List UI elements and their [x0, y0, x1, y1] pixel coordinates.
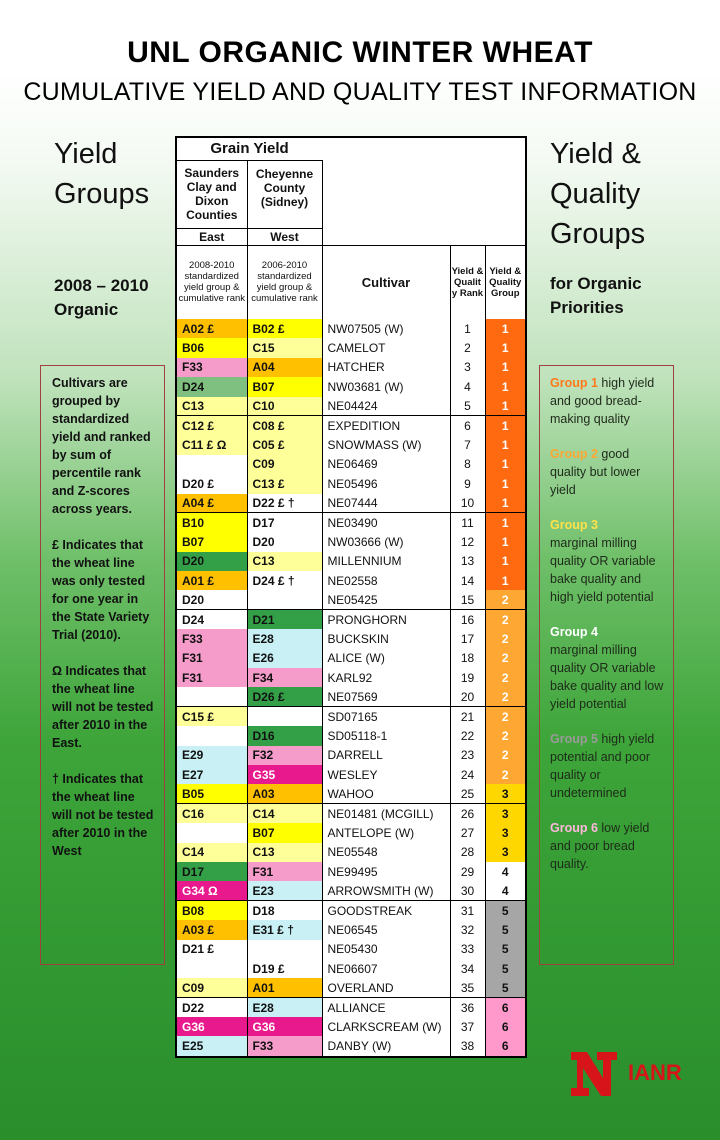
group-cell: 2	[485, 668, 525, 687]
rank-cell: 2	[450, 338, 485, 357]
table-row	[177, 1017, 525, 1036]
group-cell: 1	[485, 571, 525, 590]
note-pound: £ Indicates that the wheat line was only tested for one year in the State Variety Trial (2010).	[52, 538, 150, 642]
west-cell: D26 £	[247, 687, 322, 706]
west-cell: E26	[247, 649, 322, 668]
rank-cell: 19	[450, 668, 485, 687]
cultivar-header: Cultivar	[322, 245, 450, 319]
group5-label: Group 5	[550, 732, 598, 746]
west-cell: C05 £	[247, 435, 322, 454]
rank-cell: 17	[450, 629, 485, 648]
table-row	[177, 338, 525, 357]
east-cell: A04 £	[177, 494, 247, 513]
group-cell: 5	[485, 978, 525, 997]
east-cell: C09	[177, 978, 247, 997]
table-row	[177, 435, 525, 454]
table-row	[177, 862, 525, 881]
rank-cell: 5	[450, 397, 485, 416]
group2-desc: good quality but lower yield	[550, 447, 641, 497]
group1-note	[550, 374, 665, 428]
west-cell: A04	[247, 358, 322, 377]
rank-cell: 35	[450, 978, 485, 997]
rank-cell: 12	[450, 532, 485, 551]
east-cell: D17	[177, 862, 247, 881]
east-cell: B10	[177, 513, 247, 532]
table-row	[177, 629, 525, 648]
west-cell: C13	[247, 552, 322, 571]
west-cell: C10	[247, 397, 322, 416]
page-title: UNL ORGANIC WINTER WHEAT	[127, 36, 593, 69]
west-location-header: Cheyenne County (Sidney)	[255, 166, 314, 209]
table-row	[177, 920, 525, 939]
cultivar-cell: NE05496	[322, 474, 450, 493]
header-blank-2	[322, 160, 525, 228]
table-row	[177, 668, 525, 687]
table-row	[177, 940, 525, 959]
rank-cell: 16	[450, 610, 485, 629]
cultivar-cell: NE06545	[322, 920, 450, 939]
rank-header: Yield & Qualit y Rank	[450, 245, 485, 319]
east-cell: A03 £	[177, 920, 247, 939]
rank-cell: 1	[450, 319, 485, 338]
east-cell: G36	[177, 1017, 247, 1036]
east-cell	[177, 959, 247, 978]
left-sub-line1: 2008 – 2010	[54, 276, 149, 295]
rank-cell: 37	[450, 1017, 485, 1036]
east-cell	[177, 455, 247, 474]
group-header: Yield & Quality Group	[485, 245, 525, 319]
west-cell: D21	[247, 610, 322, 629]
group3-label: Group 3	[550, 518, 598, 532]
left-heading-line2: Groups	[54, 178, 150, 210]
cultivar-cell: NE03490	[322, 513, 450, 532]
group-cell: 2	[485, 629, 525, 648]
east-cell: E29	[177, 746, 247, 765]
group6-desc: low yield and poor bread quality.	[550, 821, 650, 871]
rank-cell: 10	[450, 494, 485, 513]
table-row	[177, 416, 525, 435]
group-cell: 3	[485, 804, 525, 823]
group-cell: 1	[485, 435, 525, 454]
cultivar-cell: NW03681 (W)	[322, 377, 450, 396]
rank-cell: 30	[450, 881, 485, 900]
rank-cell: 13	[450, 552, 485, 571]
east-cell	[177, 687, 247, 706]
east-cell: C16	[177, 804, 247, 823]
rank-cell: 22	[450, 726, 485, 745]
west-cell	[247, 940, 322, 959]
east-cell: E27	[177, 765, 247, 784]
east-cell: F31	[177, 668, 247, 687]
group-cell: 2	[485, 590, 525, 609]
group1-desc: high yield and good bread-making quality	[550, 376, 655, 426]
cultivar-cell: NE06607	[322, 959, 450, 978]
group3-desc: marginal milling quality OR variable bake quality and high yield potential	[550, 536, 656, 604]
cultivar-cell: SD07165	[322, 707, 450, 726]
west-desc-header: 2006-2010 standardized yield group & cumulative rank	[247, 245, 322, 319]
west-cell: D19 £	[247, 959, 322, 978]
cultivar-cell: NE04424	[322, 397, 450, 416]
group5-note	[550, 730, 665, 802]
right-notes-box	[539, 365, 674, 965]
group4-note	[550, 623, 665, 713]
cultivar-cell: ALLIANCE	[322, 998, 450, 1017]
rank-cell: 11	[450, 513, 485, 532]
group-cell: 6	[485, 1036, 525, 1055]
rank-cell: 28	[450, 843, 485, 862]
left-heading	[54, 134, 149, 214]
rank-cell: 20	[450, 687, 485, 706]
rank-cell: 29	[450, 862, 485, 881]
group-cell: 5	[485, 959, 525, 978]
grain-yield-header: Grain Yield	[177, 138, 322, 160]
group-cell: 5	[485, 901, 525, 920]
group-cell: 1	[485, 513, 525, 532]
west-cell: C13	[247, 843, 322, 862]
east-cell: F33	[177, 358, 247, 377]
header-blank-3	[322, 228, 525, 245]
group-cell: 1	[485, 474, 525, 493]
cultivar-cell: GOODSTREAK	[322, 901, 450, 920]
east-cell: C12 £	[177, 416, 247, 435]
east-cell	[177, 726, 247, 745]
group4-desc: marginal milling quality OR variable bake quality and low yield potential	[550, 643, 664, 711]
cultivar-cell: CAMELOT	[322, 338, 450, 357]
cultivar-cell: NE05548	[322, 843, 450, 862]
group2-label: Group 2	[550, 447, 598, 461]
east-cell: C15 £	[177, 707, 247, 726]
west-cell: B07	[247, 377, 322, 396]
cultivar-cell: DANBY (W)	[322, 1036, 450, 1055]
east-cell: C13	[177, 397, 247, 416]
west-cell: D20	[247, 532, 322, 551]
cultivar-cell: SNOWMASS (W)	[322, 435, 450, 454]
table-row	[177, 494, 525, 513]
table-row	[177, 474, 525, 493]
rank-cell: 3	[450, 358, 485, 377]
west-cell: B07	[247, 823, 322, 842]
group-cell: 1	[485, 552, 525, 571]
rank-cell: 8	[450, 455, 485, 474]
east-cell: B06	[177, 338, 247, 357]
group-cell: 5	[485, 940, 525, 959]
group-cell: 1	[485, 455, 525, 474]
table-row	[177, 377, 525, 396]
group1-label: Group 1	[550, 376, 598, 390]
table-row	[177, 978, 525, 997]
west-cell: E23	[247, 881, 322, 900]
group-cell: 4	[485, 862, 525, 881]
group-cell: 5	[485, 920, 525, 939]
table-row	[177, 687, 525, 706]
east-cell: A01 £	[177, 571, 247, 590]
group-cell: 3	[485, 784, 525, 803]
west-cell: C14	[247, 804, 322, 823]
yield-table	[175, 136, 527, 1058]
cultivar-cell: EXPEDITION	[322, 416, 450, 435]
group-cell: 1	[485, 377, 525, 396]
west-cell: A03	[247, 784, 322, 803]
table-row	[177, 765, 525, 784]
cultivar-cell: NE99495	[322, 862, 450, 881]
table-row	[177, 959, 525, 978]
east-cell: D20	[177, 590, 247, 609]
group-cell: 2	[485, 765, 525, 784]
rank-cell: 33	[450, 940, 485, 959]
note-omega: Ω Indicates that the wheat line will not be tested after 2010 in the East.	[52, 664, 154, 750]
table-row	[177, 784, 525, 803]
right-heading-line2: Quality	[550, 178, 641, 210]
table-row	[177, 513, 525, 532]
east-cell: D20 £	[177, 474, 247, 493]
west-cell: D18	[247, 901, 322, 920]
east-cell: B08	[177, 901, 247, 920]
cultivar-cell: NE05425	[322, 590, 450, 609]
west-cell: C08 £	[247, 416, 322, 435]
west-cell: D24 £ †	[247, 571, 322, 590]
west-cell: D16	[247, 726, 322, 745]
table-row	[177, 319, 525, 338]
cultivar-cell: NE07569	[322, 687, 450, 706]
page-subtitle: CUMULATIVE YIELD AND QUALITY TEST INFORMATION	[23, 78, 697, 106]
east-cell: F31	[177, 649, 247, 668]
west-cell: F31	[247, 862, 322, 881]
cultivar-cell: NE02558	[322, 571, 450, 590]
table-row	[177, 746, 525, 765]
left-heading-line1: Yield	[54, 138, 118, 170]
east-cell: G34 Ω	[177, 881, 247, 900]
cultivar-cell: NW07505 (W)	[322, 319, 450, 338]
right-heading-line1: Yield &	[550, 138, 641, 170]
west-cell: G35	[247, 765, 322, 784]
east-cell: F33	[177, 629, 247, 648]
west-cell: C15	[247, 338, 322, 357]
cultivar-cell: OVERLAND	[322, 978, 450, 997]
rank-cell: 23	[450, 746, 485, 765]
ianr-logo-text: IANR	[628, 1060, 682, 1085]
west-cell: C09	[247, 455, 322, 474]
table-row	[177, 823, 525, 842]
rank-cell: 15	[450, 590, 485, 609]
table-row	[177, 590, 525, 609]
west-cell: C13 £	[247, 474, 322, 493]
left-sub-line2: Organic	[54, 300, 119, 319]
west-header: West	[247, 228, 322, 245]
east-header: East	[177, 228, 247, 245]
east-location-header: Saunders Clay and Dixon Counties	[177, 160, 247, 228]
cultivar-cell: NE01481 (MCGILL)	[322, 804, 450, 823]
rank-cell: 18	[450, 649, 485, 668]
cultivar-cell: NE06469	[322, 455, 450, 474]
rank-cell: 25	[450, 784, 485, 803]
west-cell: D22 £ †	[247, 494, 322, 513]
group-cell: 1	[485, 397, 525, 416]
rank-cell: 6	[450, 416, 485, 435]
table-row	[177, 571, 525, 590]
table-row	[177, 532, 525, 551]
group-cell: 3	[485, 843, 525, 862]
rank-cell: 7	[450, 435, 485, 454]
east-cell: B05	[177, 784, 247, 803]
rank-cell: 31	[450, 901, 485, 920]
cultivar-cell: KARL92	[322, 668, 450, 687]
rank-cell: 26	[450, 804, 485, 823]
west-cell: G36	[247, 1017, 322, 1036]
group6-note	[550, 819, 665, 873]
table-row	[177, 804, 525, 823]
east-cell: D21 £	[177, 940, 247, 959]
cultivar-cell: SD05118-1	[322, 726, 450, 745]
west-cell	[247, 590, 322, 609]
rank-cell: 14	[450, 571, 485, 590]
east-cell: D20	[177, 552, 247, 571]
table-row	[177, 726, 525, 745]
rank-cell: 4	[450, 377, 485, 396]
cultivar-cell: HATCHER	[322, 358, 450, 377]
east-cell: C14	[177, 843, 247, 862]
east-cell: B07	[177, 532, 247, 551]
east-cell: A02 £	[177, 319, 247, 338]
rank-cell: 34	[450, 959, 485, 978]
cultivar-cell: WAHOO	[322, 784, 450, 803]
group-cell: 6	[485, 998, 525, 1017]
cultivar-cell: MILLENNIUM	[322, 552, 450, 571]
cultivar-cell: DARRELL	[322, 746, 450, 765]
note-grouping: Cultivars are grouped by standardized yield and ranked by sum of percentile rank and Z-scores across years.	[52, 376, 151, 516]
table-row	[177, 610, 525, 629]
cultivar-cell: CLARKSCREAM (W)	[322, 1017, 450, 1036]
group-cell: 4	[485, 881, 525, 900]
rank-cell: 38	[450, 1036, 485, 1055]
right-heading-line3: Groups	[550, 218, 646, 250]
west-cell: E28	[247, 629, 322, 648]
right-subheading	[550, 272, 642, 320]
group6-label: Group 6	[550, 821, 598, 835]
west-cell: F34	[247, 668, 322, 687]
left-subheading	[54, 274, 149, 322]
east-cell: D22	[177, 998, 247, 1017]
group-cell: 1	[485, 532, 525, 551]
note-dagger: † Indicates that the wheat line will not be tested after 2010 in the West	[52, 772, 154, 858]
table-row	[177, 707, 525, 726]
group-cell: 2	[485, 610, 525, 629]
group-cell: 2	[485, 687, 525, 706]
table-row	[177, 998, 525, 1017]
rank-cell: 36	[450, 998, 485, 1017]
east-cell: D24	[177, 377, 247, 396]
west-cell: A01	[247, 978, 322, 997]
east-cell: D24	[177, 610, 247, 629]
cultivar-cell: ARROWSMITH (W)	[322, 881, 450, 900]
group-cell: 2	[485, 649, 525, 668]
cultivar-cell: BUCKSKIN	[322, 629, 450, 648]
east-cell: E25	[177, 1036, 247, 1055]
west-cell: D17	[247, 513, 322, 532]
cultivar-cell: NE07444	[322, 494, 450, 513]
cultivar-cell: NW03666 (W)	[322, 532, 450, 551]
west-cell: B02 £	[247, 319, 322, 338]
group3-note	[550, 516, 665, 606]
west-cell: F32	[247, 746, 322, 765]
table-row	[177, 901, 525, 920]
west-cell: E31 £ †	[247, 920, 322, 939]
group-cell: 1	[485, 319, 525, 338]
table-row	[177, 649, 525, 668]
cultivar-cell: NE05430	[322, 940, 450, 959]
table-row	[177, 881, 525, 900]
group-cell: 1	[485, 358, 525, 377]
west-cell	[247, 707, 322, 726]
east-cell	[177, 823, 247, 842]
cultivar-cell: ANTELOPE (W)	[322, 823, 450, 842]
table-row	[177, 397, 525, 416]
group-cell: 2	[485, 726, 525, 745]
table-body	[177, 319, 525, 1056]
east-cell: C11 £ Ω	[177, 435, 247, 454]
group5-desc: high yield potential and poor quality or undetermined	[550, 732, 655, 800]
group-cell: 3	[485, 823, 525, 842]
right-sub-line1: for Organic	[550, 274, 642, 293]
group2-note	[550, 445, 665, 499]
rank-cell: 24	[450, 765, 485, 784]
cultivar-cell: WESLEY	[322, 765, 450, 784]
cultivar-cell: PRONGHORN	[322, 610, 450, 629]
yield-table-grid	[177, 138, 525, 1056]
rank-cell: 32	[450, 920, 485, 939]
table-row	[177, 455, 525, 474]
nebraska-n-logo	[569, 1048, 619, 1100]
east-desc-header: 2008-2010 standardized yield group & cumulative rank	[177, 245, 247, 319]
group-cell: 2	[485, 707, 525, 726]
right-sub-line2: Priorities	[550, 298, 624, 317]
table-row	[177, 358, 525, 377]
header-blank	[322, 138, 525, 160]
table-row	[177, 1036, 525, 1055]
group-cell: 1	[485, 338, 525, 357]
group-cell: 1	[485, 494, 525, 513]
left-notes-box	[40, 365, 165, 965]
west-cell: E28	[247, 998, 322, 1017]
group-cell: 2	[485, 746, 525, 765]
rank-cell: 21	[450, 707, 485, 726]
group4-label: Group 4	[550, 625, 598, 639]
cultivar-cell: ALICE (W)	[322, 649, 450, 668]
right-heading	[550, 134, 645, 254]
group-cell: 1	[485, 416, 525, 435]
rank-cell: 27	[450, 823, 485, 842]
west-cell: F33	[247, 1036, 322, 1055]
rank-cell: 9	[450, 474, 485, 493]
group-cell: 6	[485, 1017, 525, 1036]
table-row	[177, 552, 525, 571]
table-row	[177, 843, 525, 862]
